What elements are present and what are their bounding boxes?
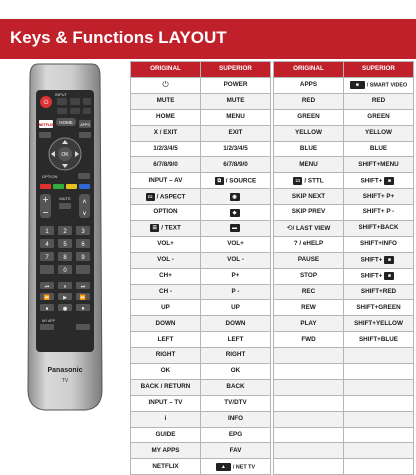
cell-text: STOP <box>299 271 318 279</box>
table-row <box>274 78 414 94</box>
table-row <box>274 157 414 173</box>
table-row <box>131 459 271 475</box>
cell-text: FWD <box>301 335 316 343</box>
cell-superior <box>201 125 271 141</box>
table-row <box>274 364 414 380</box>
table-row <box>131 173 271 189</box>
cell-text: EPG <box>228 430 243 438</box>
table-row <box>131 93 271 109</box>
cell-superior <box>344 157 414 173</box>
cell-original <box>274 411 344 427</box>
table-row <box>131 236 271 252</box>
svg-text:⏺: ⏺ <box>81 306 85 312</box>
table-row <box>274 252 414 268</box>
svg-text:8: 8 <box>63 255 67 261</box>
last-view-icon: ⟲ <box>286 224 293 232</box>
cell-original <box>131 221 201 237</box>
table-row <box>131 189 271 205</box>
table-row <box>274 109 414 125</box>
cell-text: LEFT <box>157 335 174 343</box>
cell-text: / LAST VIEW <box>292 224 331 232</box>
cell-text: INFO <box>227 415 244 422</box>
table-row <box>131 125 271 141</box>
header-bar <box>0 19 416 59</box>
cell-original <box>131 411 201 427</box>
cell-original <box>274 109 344 125</box>
cell-text: SHIFT+BLUE <box>358 335 398 343</box>
table-row <box>274 348 414 364</box>
table-row <box>131 205 271 221</box>
cell-superior <box>201 443 271 459</box>
column-header-original: ORIGINAL <box>131 62 201 78</box>
table-row <box>274 268 414 284</box>
cell-superior <box>201 93 271 109</box>
cell-text: POWER <box>223 81 248 89</box>
svg-text:∧: ∧ <box>82 198 87 205</box>
keys-table-right <box>273 61 414 475</box>
table-row <box>274 221 414 237</box>
table-row <box>274 300 414 316</box>
stop-key-icon: ■ <box>384 272 394 280</box>
cell-superior <box>201 189 271 205</box>
table-row <box>131 316 271 332</box>
cell-original <box>131 173 201 189</box>
cell-original <box>274 332 344 348</box>
cell-superior <box>344 364 414 380</box>
cell-superior <box>201 252 271 268</box>
cell-superior <box>201 78 271 94</box>
cell-text: SKIP NEXT <box>291 192 326 200</box>
cell-superior <box>344 109 414 125</box>
cell-original <box>274 252 344 268</box>
cell-superior <box>201 284 271 300</box>
cell-superior <box>344 316 414 332</box>
cell-original <box>274 236 344 252</box>
table-row <box>274 379 414 395</box>
svg-text:6: 6 <box>81 242 85 248</box>
subtitle-icon: ▭ <box>293 177 302 185</box>
table-row <box>274 411 414 427</box>
svg-text:1: 1 <box>45 229 49 235</box>
cell-superior <box>344 173 414 189</box>
cell-text: BLUE <box>299 144 318 152</box>
svg-text:7: 7 <box>45 255 49 261</box>
cell-text: SKIP PREV <box>291 208 326 216</box>
cell-text: RIGHT <box>225 351 246 359</box>
cell-text: SHIFT+ P+ <box>362 192 395 200</box>
cell-text: VOL - <box>227 256 244 264</box>
cell-text: / ASPECT <box>156 193 186 201</box>
svg-text:⏸: ⏸ <box>63 284 67 290</box>
cell-superior <box>201 300 271 316</box>
cell-superior <box>344 427 414 443</box>
cell-original <box>131 189 201 205</box>
cell-original <box>274 364 344 380</box>
cell-text: SHIFT+ <box>360 177 383 185</box>
cell-original <box>131 284 201 300</box>
cell-original <box>274 427 344 443</box>
table-row <box>274 173 414 189</box>
cell-text: CH - <box>159 287 172 295</box>
cell-text: SHIFT+RED <box>360 287 397 295</box>
cell-original <box>274 300 344 316</box>
table-row <box>274 284 414 300</box>
cell-text: BACK / RETURN <box>140 383 191 391</box>
svg-text:0: 0 <box>63 268 67 274</box>
cell-original <box>274 459 344 475</box>
table-row <box>274 395 414 411</box>
cell-superior <box>344 125 414 141</box>
table-row <box>131 268 271 284</box>
cell-superior <box>344 268 414 284</box>
cell-superior <box>344 348 414 364</box>
svg-text:APPS: APPS <box>80 123 90 127</box>
table-row <box>274 427 414 443</box>
cell-superior <box>344 78 414 94</box>
table-row <box>131 427 271 443</box>
table-row <box>274 205 414 221</box>
cell-text: UP <box>161 303 170 311</box>
cell-original <box>131 427 201 443</box>
cell-superior <box>344 379 414 395</box>
table-row <box>274 141 414 157</box>
cell-text: / NET TV <box>232 464 256 471</box>
cell-original <box>131 141 201 157</box>
cell-text: FAV <box>229 446 242 454</box>
pause-key-icon: ■ <box>384 256 394 264</box>
svg-text:−: − <box>42 208 49 217</box>
cell-original <box>131 332 201 348</box>
cell-text: INPUT – AV <box>148 176 183 184</box>
svg-text:●: ● <box>62 306 68 312</box>
cell-original <box>274 173 344 189</box>
cell-text: SHIFT+YELLOW <box>354 319 403 327</box>
cell-text: BLUE <box>369 144 388 152</box>
table-row <box>131 379 271 395</box>
svg-text:+: + <box>42 195 49 204</box>
cell-superior <box>344 443 414 459</box>
cell-text: REW <box>301 303 316 311</box>
cell-original <box>131 300 201 316</box>
net-tv-icon: ▲ <box>216 463 231 471</box>
cell-text: SHIFT+MENU <box>358 160 399 168</box>
cell-text: PAUSE <box>297 256 320 264</box>
remote-face <box>36 90 94 352</box>
cell-superior <box>201 459 271 475</box>
cell-superior <box>201 348 271 364</box>
cell-text: OK <box>160 367 171 375</box>
cell-original <box>274 157 344 173</box>
svg-text:⏹: ⏹ <box>45 306 49 312</box>
cell-original <box>131 93 201 109</box>
cell-text: CH+ <box>159 271 172 279</box>
cell-superior <box>344 332 414 348</box>
cell-original <box>274 78 344 94</box>
cell-text: 1/2/3/4/5 <box>223 144 248 152</box>
cell-original <box>131 379 201 395</box>
cell-text: X / EXIT <box>153 128 178 136</box>
svg-text:3: 3 <box>81 229 85 235</box>
smart-video-icon: ■ <box>350 81 365 89</box>
remote-illustration <box>0 60 128 416</box>
table-row <box>274 189 414 205</box>
svg-text:▶: ▶ <box>63 295 67 301</box>
cell-original <box>131 316 201 332</box>
cell-text: SHIFT+INFO <box>360 240 397 248</box>
aspect-key-icon: ◉ <box>230 193 240 201</box>
cell-text: OPTION <box>153 208 178 216</box>
table-row <box>274 459 414 475</box>
cell-text: RED <box>371 97 386 105</box>
cell-text: / TEXT <box>161 225 181 233</box>
cell-text: SHIFT+GREEN <box>356 303 401 311</box>
cell-text: GUIDE <box>155 430 176 438</box>
cell-text: / SOURCE <box>225 177 257 185</box>
cell-text: TV/DTV <box>224 399 247 407</box>
cell-text: ? / eHELP <box>293 240 324 248</box>
table-row <box>131 395 271 411</box>
cell-original <box>131 364 201 380</box>
cell-superior <box>201 395 271 411</box>
svg-text:NETFLIX: NETFLIX <box>38 123 54 127</box>
cell-text: MENU <box>299 160 318 168</box>
cell-text: SHIFT+ <box>360 256 383 264</box>
cell-superior <box>344 93 414 109</box>
cell-text: VOL - <box>157 256 174 264</box>
cell-superior <box>201 221 271 237</box>
cell-superior <box>201 411 271 427</box>
cell-text: APPS <box>299 81 318 89</box>
table-row <box>274 236 414 252</box>
cell-text: RED <box>301 97 316 105</box>
remote-image <box>0 60 128 416</box>
cell-superior <box>344 284 414 300</box>
cell-text: GREEN <box>297 113 320 121</box>
svg-text:HOME: HOME <box>59 120 73 125</box>
svg-text:⏮: ⏮ <box>44 284 50 290</box>
cell-superior <box>201 236 271 252</box>
cell-superior <box>344 236 414 252</box>
svg-text:5: 5 <box>63 242 67 248</box>
cell-text: 6/7/8/9/0 <box>153 160 178 168</box>
cell-original <box>131 443 201 459</box>
cell-text: RIGHT <box>155 351 176 359</box>
table-row <box>131 443 271 459</box>
cell-text: SHIFT+ P - <box>362 208 395 216</box>
cell-text: LEFT <box>227 335 244 343</box>
table-row <box>131 252 271 268</box>
cell-superior <box>344 205 414 221</box>
table-row <box>131 364 271 380</box>
column-header-original: ORIGINAL <box>274 62 344 78</box>
table-row <box>274 332 414 348</box>
cell-superior <box>344 189 414 205</box>
column-header-superior: SUPERIOR <box>201 62 271 78</box>
cell-original <box>274 125 344 141</box>
cell-text: P+ <box>231 271 240 279</box>
cell-text: 6/7/8/9/0 <box>223 160 248 168</box>
cell-text: DOWN <box>155 319 176 327</box>
cell-text: VOL+ <box>227 240 244 248</box>
cell-text: / STTL <box>304 177 324 185</box>
cell-original <box>131 268 201 284</box>
aspect-icon: ▭ <box>146 193 155 201</box>
cell-text: DOWN <box>225 319 246 327</box>
text-icon: ☰ <box>150 224 159 232</box>
cell-original <box>131 252 201 268</box>
cell-text: HOME <box>156 113 175 121</box>
table-row <box>131 78 271 94</box>
table-row <box>274 125 414 141</box>
table-row <box>274 443 414 459</box>
cell-original <box>274 443 344 459</box>
cell-text: BACK <box>226 383 245 391</box>
cell-original <box>274 141 344 157</box>
cell-text: GREEN <box>367 113 390 121</box>
table-row <box>131 157 271 173</box>
power-icon: ⏻ <box>162 80 169 90</box>
cell-text: i <box>164 415 167 422</box>
keys-table-left <box>130 61 271 475</box>
table-row <box>274 93 414 109</box>
svg-text:∨: ∨ <box>82 210 87 217</box>
cell-text: 1/2/3/4/5 <box>153 144 178 152</box>
svg-text:MY APP: MY APP <box>42 319 55 323</box>
cell-text: MUTE <box>156 97 175 105</box>
table-row <box>131 332 271 348</box>
cell-text: UP <box>231 303 240 311</box>
cell-superior <box>201 427 271 443</box>
text-key-icon: ▬ <box>230 224 240 232</box>
cell-original <box>274 395 344 411</box>
svg-text:⏻: ⏻ <box>43 99 49 106</box>
cell-original <box>131 125 201 141</box>
svg-text:OPTION: OPTION <box>42 174 58 179</box>
cell-text: MY APPS <box>151 446 180 454</box>
cell-text: PLAY <box>300 319 317 327</box>
cell-original <box>274 268 344 284</box>
cell-text: REC <box>301 287 316 295</box>
cell-original <box>131 157 201 173</box>
cell-superior <box>201 205 271 221</box>
svg-text:9: 9 <box>81 255 85 261</box>
cell-original <box>274 379 344 395</box>
cell-original <box>274 316 344 332</box>
cell-text: INPUT – TV <box>148 399 183 407</box>
cell-original <box>131 459 201 475</box>
cell-superior <box>201 316 271 332</box>
cell-original <box>274 284 344 300</box>
remote-brand: Panasonic <box>47 367 83 374</box>
cell-original <box>131 78 201 94</box>
cell-superior <box>344 141 414 157</box>
cell-original <box>274 93 344 109</box>
column-header-superior: SUPERIOR <box>344 62 414 78</box>
cell-superior <box>344 459 414 475</box>
cell-superior <box>201 332 271 348</box>
cell-superior <box>201 109 271 125</box>
cell-superior <box>201 268 271 284</box>
option-key-icon: ◆ <box>230 209 240 217</box>
cell-text: VOL+ <box>157 240 174 248</box>
cell-text: SHIFT+ <box>360 272 383 280</box>
source-icon: ⧉ <box>215 177 224 185</box>
table-row <box>131 348 271 364</box>
cell-text: MENU <box>226 113 245 121</box>
cell-superior <box>344 395 414 411</box>
page-title: Keys & Functions LAYOUT <box>10 28 227 47</box>
cell-original <box>274 348 344 364</box>
table-row <box>131 300 271 316</box>
cell-superior <box>201 173 271 189</box>
svg-text:⏪: ⏪ <box>43 295 51 301</box>
cell-original <box>131 395 201 411</box>
svg-text:OK: OK <box>61 152 69 158</box>
cell-superior <box>201 157 271 173</box>
cell-original <box>131 236 201 252</box>
cell-text: NETFLIX <box>152 462 179 470</box>
svg-text:⏭: ⏭ <box>80 284 86 290</box>
remote-label-input: INPUT <box>55 92 67 97</box>
svg-text:⏩: ⏩ <box>79 295 87 301</box>
table-row <box>131 221 271 237</box>
svg-text:2: 2 <box>63 229 67 235</box>
cell-original <box>274 189 344 205</box>
cell-text: OK <box>230 367 241 375</box>
cell-text: YELLOW <box>295 128 322 136</box>
table-row <box>131 141 271 157</box>
table-row <box>131 411 271 427</box>
cell-superior <box>344 252 414 268</box>
cell-text: P - <box>231 287 240 295</box>
svg-text:MUTE: MUTE <box>59 196 71 201</box>
cell-superior <box>201 364 271 380</box>
cell-text: EXIT <box>228 128 243 136</box>
cell-original <box>131 205 201 221</box>
cell-text: YELLOW <box>365 128 392 136</box>
table-row <box>131 109 271 125</box>
table-row <box>274 316 414 332</box>
cell-original <box>131 109 201 125</box>
cell-original <box>131 348 201 364</box>
remote-model: TV <box>61 378 69 384</box>
cell-text: / SMART VIDEO <box>366 83 408 90</box>
cell-superior <box>344 300 414 316</box>
stop-key-icon: ■ <box>384 177 394 185</box>
cell-superior <box>201 141 271 157</box>
cell-original <box>274 205 344 221</box>
cell-superior <box>201 379 271 395</box>
cell-text: MUTE <box>226 97 245 105</box>
cell-text: SHIFT+BACK <box>358 224 399 232</box>
cell-superior <box>344 411 414 427</box>
cell-superior <box>344 221 414 237</box>
table-row <box>131 284 271 300</box>
cell-original <box>274 221 344 237</box>
svg-text:4: 4 <box>45 242 49 248</box>
